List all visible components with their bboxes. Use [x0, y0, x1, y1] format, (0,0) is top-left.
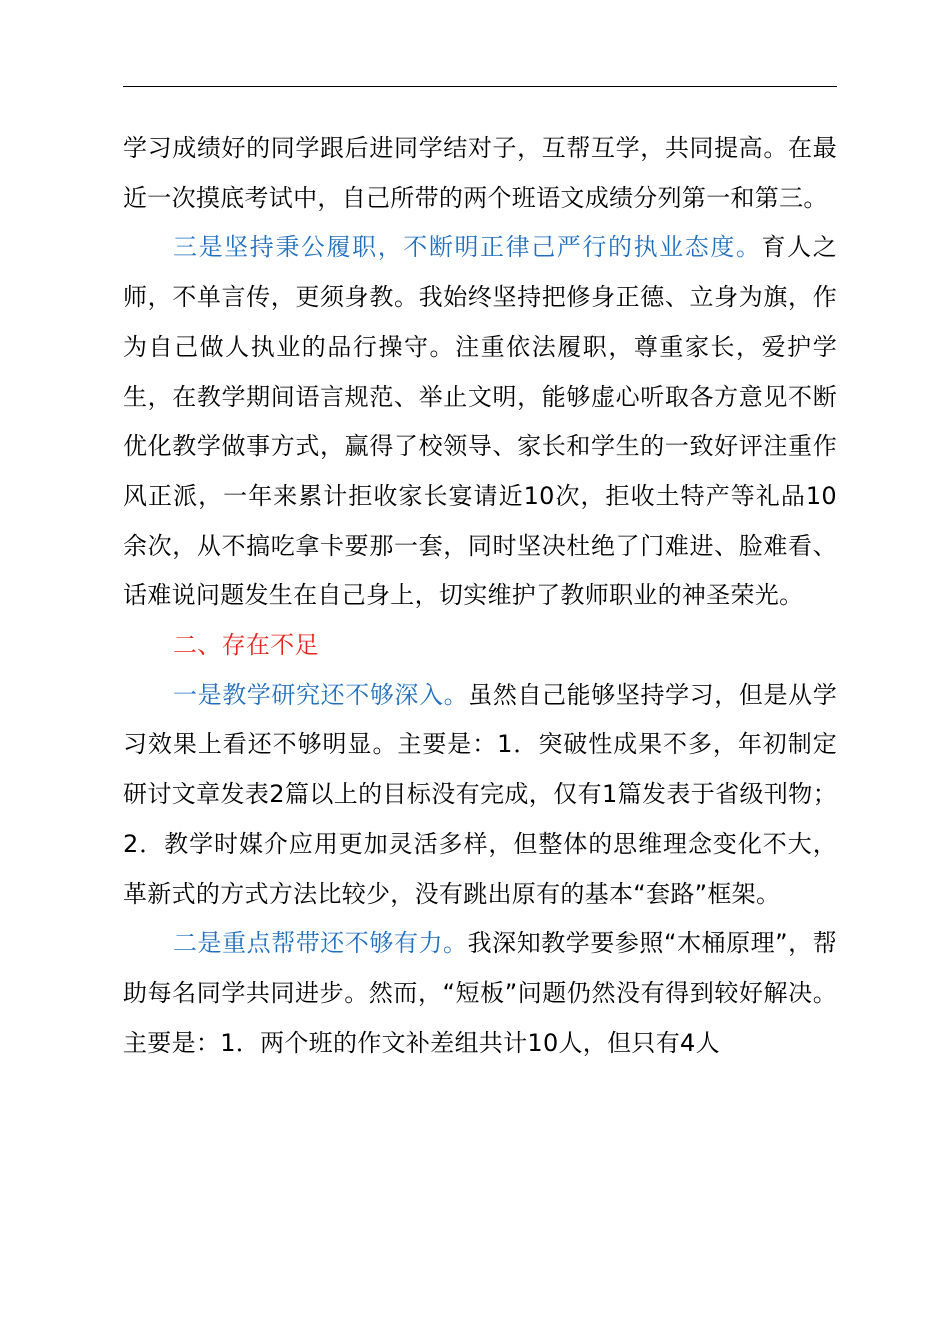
paragraph-conduct — [123, 223, 837, 621]
paragraph-text: 育人之师，不单言传，更须身教。我始终坚持把修身正德、立身为旗，作为自己做人执业的品行操守。注重依法履职，尊重家长，爱护学生，在教学期间语言规范、举止文明，能够虚心听取各方意见不断优化教学做事方式，赢得了校领导、家长和学生的一致好评注重作风正派，一年来累计拒收家长宴请近10次，拒收土特产等礼品10余次，从不搞吃拿卡要那一套，同时坚决杜绝了门难进、脸难看、话难说问题发生在自己身上，切实维护了教师职业的神圣荣光。 — [123, 233, 837, 610]
paragraph-mentoring — [123, 919, 837, 1068]
paragraph-continuation — [123, 124, 837, 223]
paragraph-research — [123, 671, 837, 920]
header-rule — [123, 86, 837, 87]
paragraph-lead-heading: 一是教学研究还不够深入。 — [173, 680, 469, 709]
paragraph-lead-heading: 三是坚持秉公履职，不断明正律己严行的执业态度。 — [173, 233, 762, 262]
document-body — [123, 124, 837, 1068]
section-heading: 二、存在不足 — [173, 631, 319, 660]
paragraph-text: 我深知教学要参照“木桶原理”，帮助每名同学共同进步。然而，“短板”问题仍然没有得到较好解决。主要是：1．两个班的作文补差组共计10人，但只有4人 — [123, 929, 837, 1057]
paragraph-text: 学习成绩好的同学跟后进同学结对子，互帮互学，共同提高。在最近一次摸底考试中，自己所带的两个班语文成绩分列第一和第三。 — [123, 134, 837, 212]
paragraph-lead-heading: 二是重点帮带还不够有力。 — [173, 929, 468, 958]
paragraph-text: 虽然自己能够坚持学习，但是从学习效果上看还不够明显。主要是：1．突破性成果不多，年初制定研讨文章发表2篇以上的目标没有完成，仅有1篇发表于省级刊物；2．教学时媒介应用更加灵活多样，但整体的思维理念变化不大，革新式的方式方法比较少，没有跳出原有的基本“套路”框架。 — [123, 680, 837, 908]
